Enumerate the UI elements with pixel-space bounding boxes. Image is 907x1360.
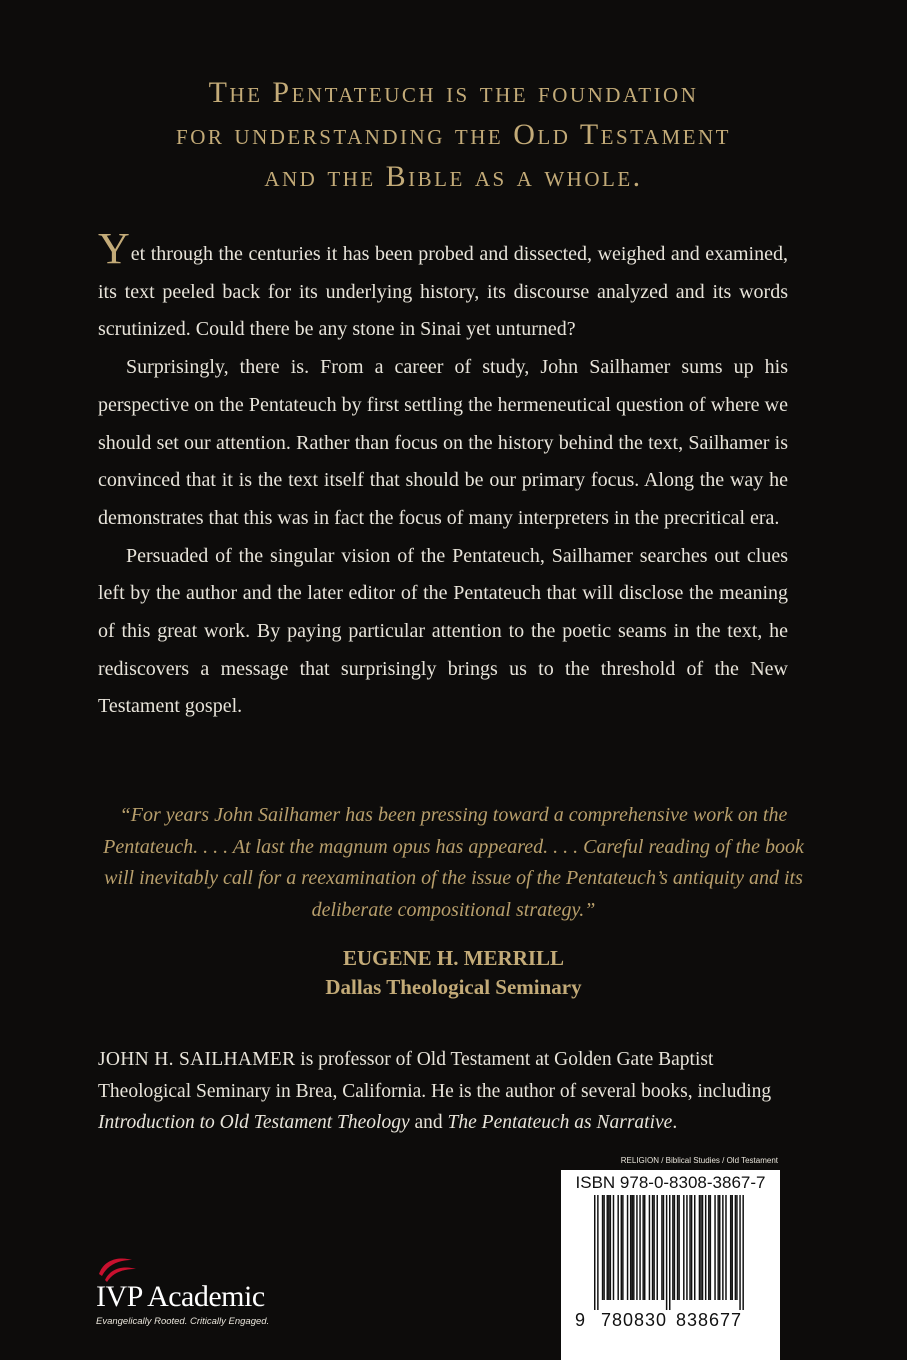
book-title-2: The Pentateuch as Narrative [447, 1112, 673, 1133]
bio-and: and [409, 1112, 448, 1133]
author-name: JOHN H. SAILHAMER [98, 1049, 296, 1070]
endorsement-affiliation: Dallas Theological Seminary [325, 975, 582, 999]
blurb-paragraph-3: Persuaded of the singular vision of the Pentateuch, Sailhamer searches out clues left by the author and the later editor of the Pentateuch that will disclose the meaning of this great work. By paying particular attention to the poetic seams in the text, he rediscovers a message that surprisingly brings us to the threshold of the New Testament gospel. [98, 544, 788, 718]
endorsement-author: EUGENE H. MERRILL [342, 946, 565, 970]
headline [60, 72, 847, 198]
bio-text: is professor of Old Testament at Golden Gate Baptist Theological Seminary in Brea, California. He is the author of several books, including [98, 1049, 772, 1102]
barcode-digits-right: 838677 [676, 1310, 743, 1330]
publisher-name: IVP Academic [96, 1280, 265, 1313]
author-bio [98, 1044, 788, 1139]
blurb [98, 224, 788, 726]
blurb-paragraph-1 [98, 224, 788, 349]
barcode-digits-left: 780830 [601, 1310, 668, 1330]
headline-line-2: for understanding the Old Testament [176, 118, 731, 151]
book-title-1: Introduction to Old Testament Theology [98, 1112, 410, 1133]
headline-line-3: and the Bible as a whole. [264, 160, 643, 193]
drop-cap: Y [98, 224, 130, 273]
blurb-paragraph-2: Surprisingly, there is. From a career of study, John Sailhamer sums up his perspective on the Pentateuch by first settling the hermeneutical question of where we should set our attention. Rather than focus on the history behind the text, Sailhamer is convinced that it is the text itself that should be our primary focus. Along the way he demonstrates that this was in fact the focus of many interpreters in the precritical era. [98, 356, 788, 529]
barcode-digit-first: 9 [575, 1310, 587, 1330]
bio-end: . [672, 1112, 678, 1133]
category-label: RELIGION / Biblical Studies / Old Testament [620, 1156, 778, 1165]
endorsement-quote: “For years John Sailhamer has been pressing toward a comprehensive work on the Pentateuch. . . . At last the magnum opus has appeared. . . . Careful reading of the book will inevitably call for a reexamination of the issue of the Pentateuch’s antiquity and its deliberate compositional strategy.” [103, 804, 804, 921]
barcode [594, 1195, 744, 1310]
blurb-paragraph-1-text: et through the centuries it has been probed and dissected, weighed and examined, its text peeled back for its underlying history, its discourse analyzed and its words scrutinized. Could there be any stone in Sinai yet unturned? [98, 243, 788, 341]
publisher-logo [96, 1250, 296, 1330]
barcode-box [561, 1170, 780, 1360]
publisher-tagline: Evangelically Rooted. Critically Engaged. [96, 1316, 270, 1327]
isbn-number: ISBN 978-0-8308-3867-7 [575, 1173, 766, 1192]
headline-line-1: The Pentateuch is the foundation [208, 76, 699, 109]
